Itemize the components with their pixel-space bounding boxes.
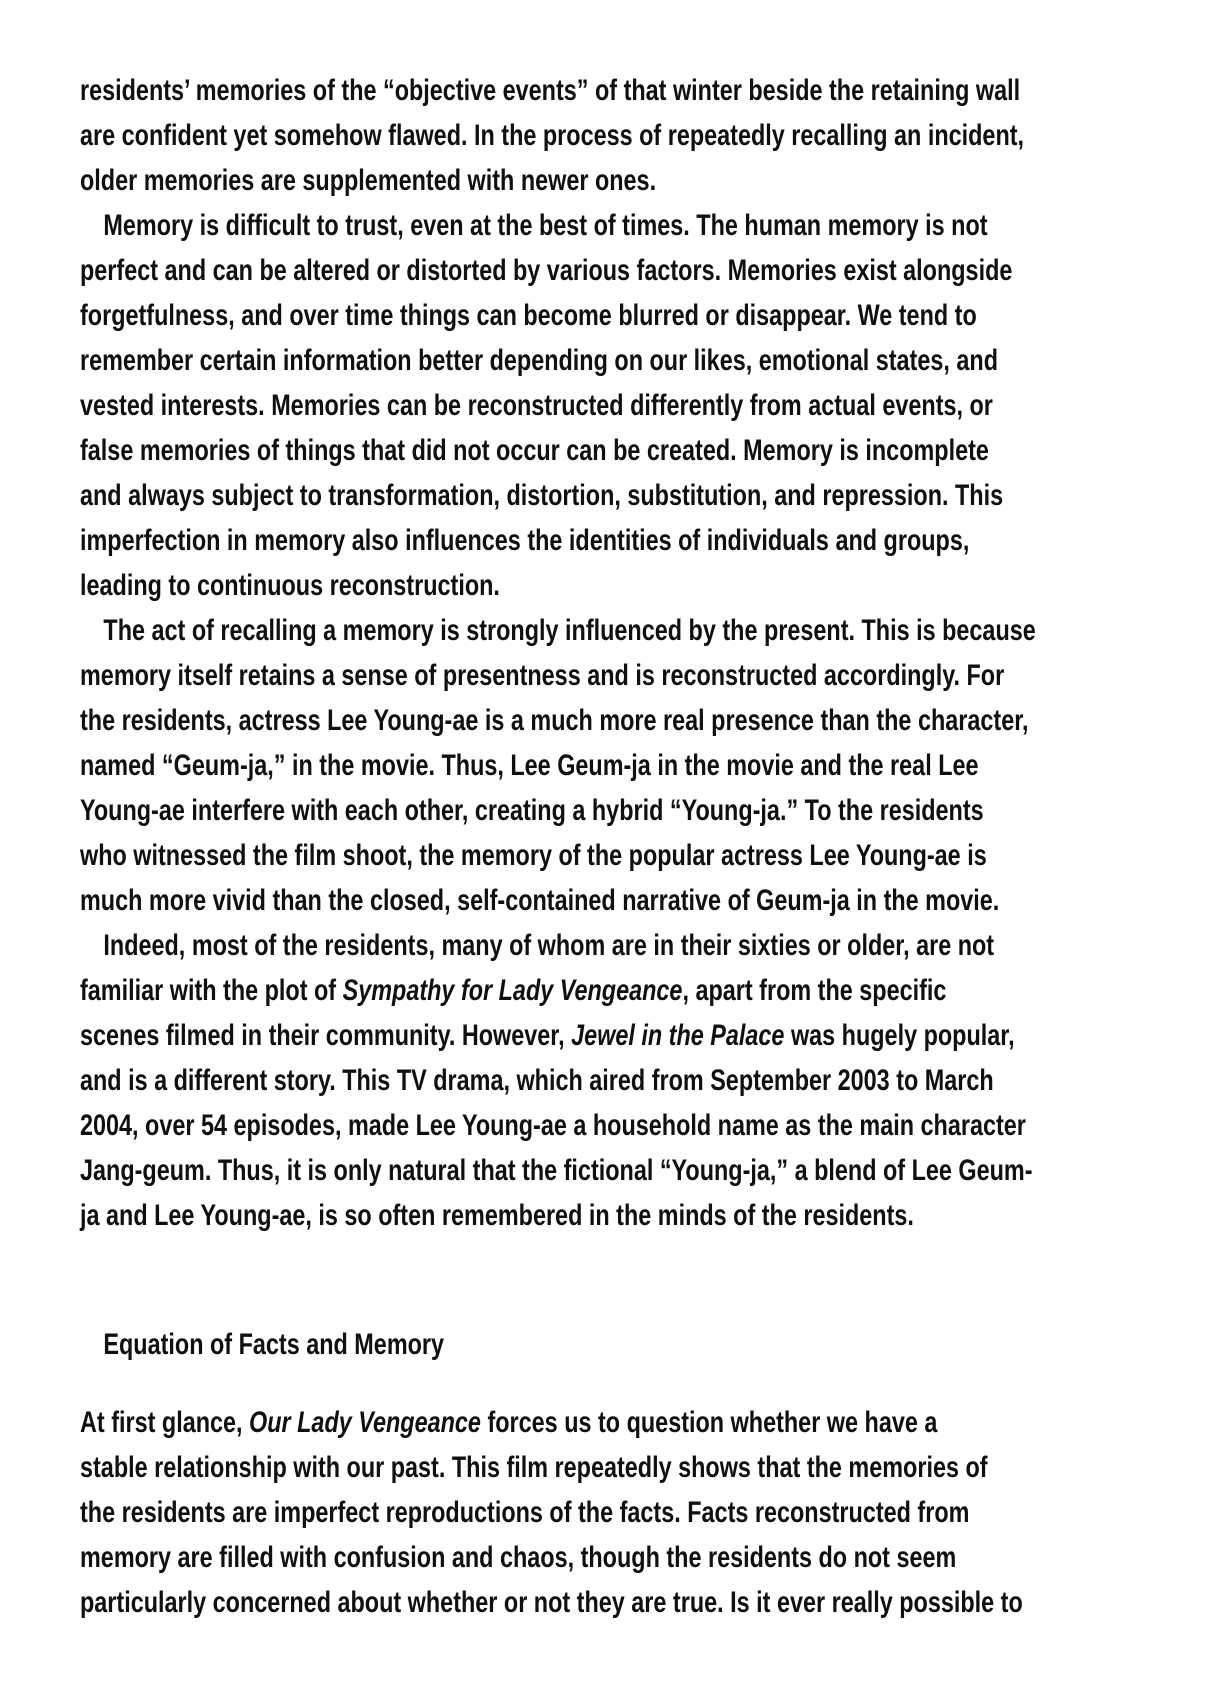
text-run: Young-ae interfere with each other, creating a hybrid “Young-ja.” To the residents — [80, 794, 984, 827]
text-run: Memory is difficult to trust, even at the best of times. The human memory is not — [103, 209, 988, 242]
text-run: stable relationship with our past. This film repeatedly shows that the memories of — [80, 1451, 988, 1484]
text-run: perfect and can be altered or distorted by various factors. Memories exist alongside — [80, 254, 1013, 287]
text-run: vested interests. Memories can be reconstructed differently from actual events, or — [80, 389, 993, 422]
text-run: and is a different story. This TV drama, which aired from September 2003 to March — [80, 1064, 994, 1097]
text-run: are confident yet somehow flawed. In the process of repeatedly recalling an incident, — [80, 119, 1025, 152]
text-run: the residents, actress Lee Young-ae is a much more real presence than the character, — [80, 704, 1029, 737]
text-run: The act of recalling a memory is strongly influenced by the present. This is because — [103, 614, 1036, 647]
text-run: remember certain information better depending on our likes, emotional states, and — [80, 344, 998, 377]
text-line — [80, 338, 1156, 383]
text-run: forces us to question whether we have a — [480, 1406, 938, 1439]
paragraph — [80, 923, 1156, 1238]
text-line — [80, 1193, 1156, 1238]
text-line — [80, 1445, 1156, 1490]
text-run: At first glance, — [80, 1406, 250, 1439]
italic-title: Sympathy for Lady Vengeance — [342, 974, 683, 1007]
italic-title: Our Lady Vengeance — [249, 1406, 481, 1439]
text-run: particularly concerned about whether or not they are true. Is it ever really possible to — [80, 1586, 1023, 1619]
text-line — [80, 563, 1156, 608]
text-line — [80, 158, 1156, 203]
text-line — [80, 203, 1156, 248]
text-line — [80, 293, 1156, 338]
text-run: Indeed, most of the residents, many of whom are in their sixties or older, are not — [103, 929, 995, 962]
text-line — [80, 608, 1156, 653]
text-run: memory itself retains a sense of presentness and is reconstructed accordingly. For — [80, 659, 1005, 692]
text-line — [80, 788, 1156, 833]
text-line — [80, 833, 1156, 878]
text-run: imperfection in memory also influences the identities of individuals and groups, — [80, 524, 970, 557]
text-line — [80, 1103, 1156, 1148]
text-line — [80, 1148, 1156, 1193]
paragraph — [80, 203, 1156, 608]
text-run: who witnessed the film shoot, the memory of the popular actress Lee Young-ae is — [80, 839, 987, 872]
text-run: residents’ memories of the “objective events” of that winter beside the retaining wall — [80, 74, 1021, 107]
text-line — [80, 518, 1156, 563]
text-line — [80, 968, 1156, 1013]
text-run: was hugely popular, — [784, 1019, 1015, 1052]
text-run: scenes filmed in their community. However, — [80, 1019, 572, 1052]
text-run: memory are filled with confusion and chaos, though the residents do not seem — [80, 1541, 957, 1574]
text-line — [80, 1535, 1156, 1580]
text-line — [80, 248, 1156, 293]
paragraph — [80, 1400, 1156, 1625]
text-run: false memories of things that did not occur can be created. Memory is incomplete — [80, 434, 989, 467]
section-heading: Equation of Facts and Memory — [103, 1328, 445, 1361]
text-run: forgetfulness, and over time things can become blurred or disappear. We tend to — [80, 299, 977, 332]
text-run: older memories are supplemented with newer ones. — [80, 164, 657, 197]
text-run: familiar with the plot of — [80, 974, 343, 1007]
text-line — [80, 1490, 1156, 1535]
text-run: ja and Lee Young-ae, is so often remembered in the minds of the residents. — [80, 1199, 914, 1232]
text-line — [80, 923, 1156, 968]
text-line — [80, 653, 1156, 698]
text-run: named “Geum-ja,” in the movie. Thus, Lee Geum-ja in the movie and the real Lee — [80, 749, 979, 782]
text-column — [80, 68, 1156, 1625]
text-run: 2004, over 54 episodes, made Lee Young-ae a household name as the main character — [80, 1109, 1026, 1142]
text-run: leading to continuous reconstruction. — [80, 569, 500, 602]
text-line — [80, 68, 1156, 113]
text-line — [80, 428, 1156, 473]
text-run: , apart from the specific — [682, 974, 947, 1007]
text-line — [80, 113, 1156, 158]
text-run: the residents are imperfect reproductions of the facts. Facts reconstructed from — [80, 1496, 970, 1529]
text-line — [80, 743, 1156, 788]
paragraph — [80, 608, 1156, 923]
text-line — [80, 473, 1156, 518]
text-line — [80, 878, 1156, 923]
body-block-section — [80, 1400, 1156, 1625]
body-block-intro — [80, 68, 1156, 1238]
text-run: much more vivid than the closed, self-contained narrative of Geum-ja in the movie. — [80, 884, 1000, 917]
text-line — [80, 1058, 1156, 1103]
paragraph — [80, 68, 1156, 203]
text-run: and always subject to transformation, distortion, substitution, and repression. This — [80, 479, 1004, 512]
italic-title: Jewel in the Palace — [571, 1019, 785, 1052]
text-line — [80, 1580, 1156, 1625]
text-line — [80, 383, 1156, 428]
text-line — [80, 1013, 1156, 1058]
text-line — [80, 1400, 1156, 1445]
text-run: Jang-geum. Thus, it is only natural that the fictional “Young-ja,” a blend of Lee Geum- — [80, 1154, 1033, 1187]
text-line — [80, 698, 1156, 743]
